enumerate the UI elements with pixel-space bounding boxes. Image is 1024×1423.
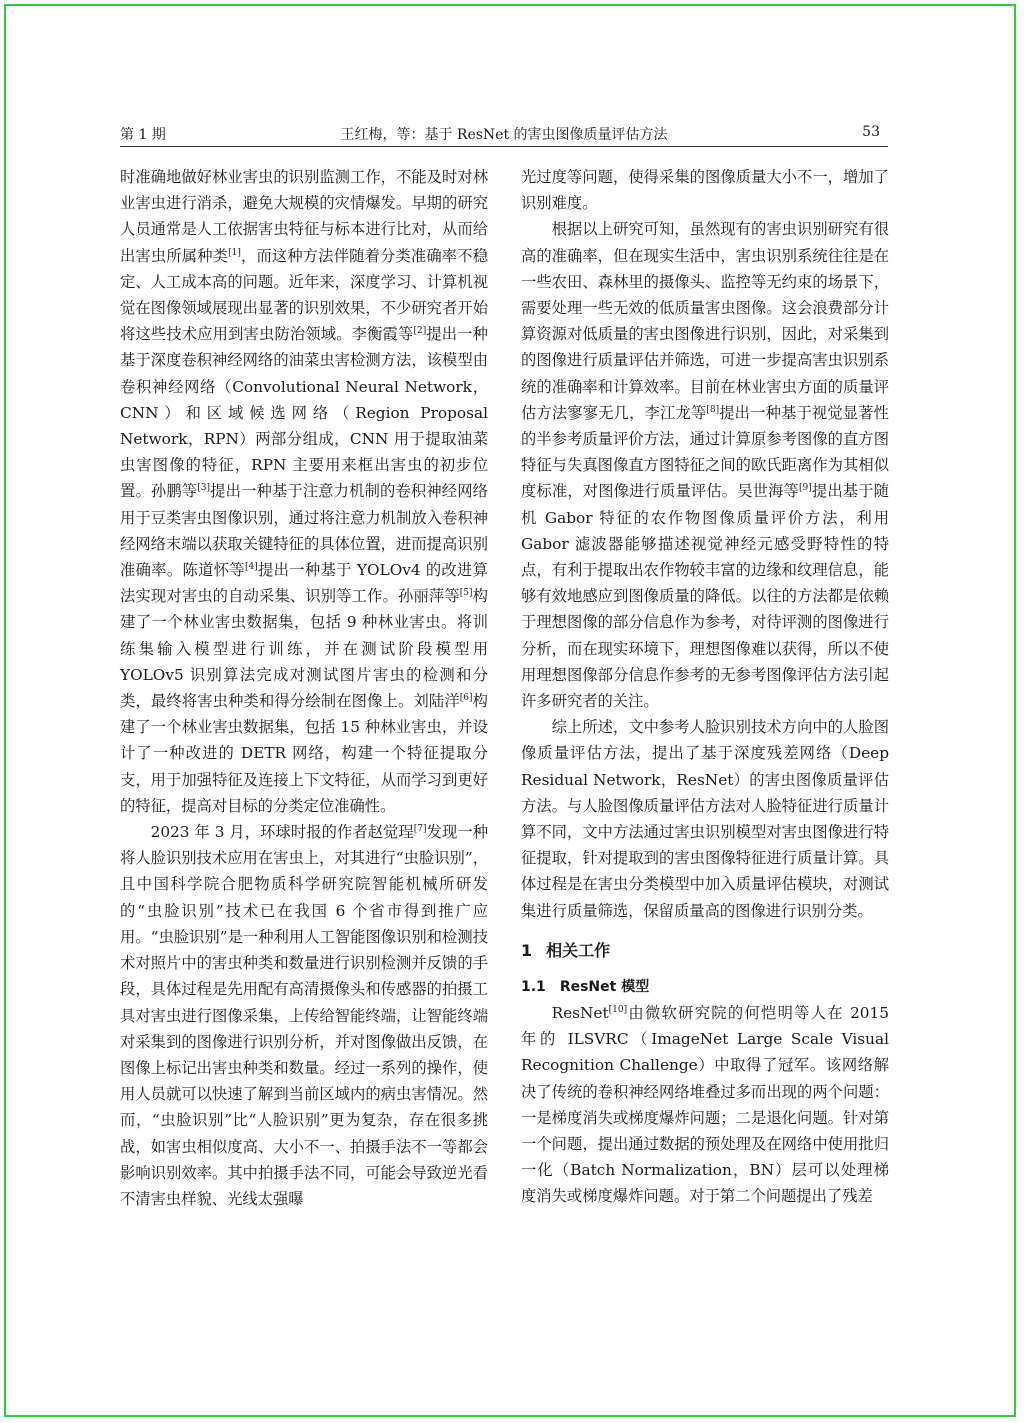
text-run: ，而这种方法伴随着分类准确率不稳定、人工成本高的问题。近年来，深度学习、计算机视觉在图像领域展现出显著的识别效果，不少研究者开始将这些技术应用到害虫防治领域。李衡霞等 — [120, 246, 488, 344]
citation: [8] — [706, 404, 720, 415]
text-run: 提出一种基于注意力机制的卷积神经网络用于豆类害虫图像识别，通过将注意力机制放入卷积神经网络末端以获取关键特征的具体位置，进而提高识别准确率。陈道怀等 — [120, 482, 488, 580]
text-run: 构建了一个林业害虫数据集，包括 15 种林业害虫，并设计了一种改进的 DETR 网络，构建一个特征提取分支，用于加强特征及连接上下文特征，从而学习到更好的特征，提高对目标的分类定位准确性。 — [120, 692, 488, 815]
running-header — [120, 124, 888, 147]
paragraph — [120, 164, 488, 819]
citation: [9] — [799, 483, 812, 494]
text-run: 时准确地做好林业害虫的识别监测工作，不能及时对林业害虫进行消杀，避免大规模的灾情爆发。早期的研究人员通常是人工依据害虫特征与标本进行比对，从而给出害虫所属种类 — [120, 168, 488, 265]
paragraph — [521, 1000, 889, 1210]
text-run: 提出基于随机 Gabor 特征的农作物图像质量评价方法，利用 Gabor 滤波器能够描述视觉神经元感受野特性的特点，有利于提取出农作物较丰富的边缘和纹理信息，能够有效地感应到图像质量的降低。以往的方法都是依赖于理想图像的部分信息作为参考，对待评测的图像进行分析，而在现实环境下，理想图像难以获得，所以不使用理想图像部分信息作参考的无参考图像评估方法引起许多研究者的关注。 — [521, 482, 889, 711]
citation: [5] — [459, 588, 473, 599]
citation: [7] — [413, 823, 427, 834]
text-run: 提出一种基于 YOLOv4 的改进算法实现对害虫的自动采集、识别等工作。孙丽萍等 — [120, 561, 488, 606]
section-heading — [521, 938, 889, 964]
citation: [4] — [244, 561, 258, 572]
running-title: 王红梅，等：基于 ResNet 的害虫图像质量评估方法 — [340, 127, 668, 143]
left-column — [120, 164, 488, 1212]
text-run: 发现一种将人脸识别技术应用在害虫上，对其进行“虫脸识别”，且中国科学院合肥物质科学研究院智能机械所研发的“虫脸识别”技术已在我国 6 个省市得到推广应用。“虫脸识别”是一种利用人工智能图像识别和检测技术对照片中的害虫种类和数量进行识别检测并反馈的手段，具体过程是先用配有高清摄像头和传感器的拍摄工具对害虫进行图像采集，上传给智能终端，让智能终端对采集到的图像进行识别分析，并对图像做出反馈，在图像上标记出害虫种类和数量。经过一系列的操作，使用人员就可以快速了解到当前区域内的病虫害情况。然而，“虫脸识别”比“人脸识别”更为复杂，存在很多挑战，如害虫相似度高、大小不一、拍摄手法不一等都会影响识别效率。其中拍摄手法不同，可能会导致逆光看不清害虫样貌、光线太强曝 — [120, 823, 488, 1208]
issue-label: 第 1 期 — [120, 127, 166, 143]
text-run: 由微软研究院的何恺明等人在 2015 年的 ILSVRC（ImageNet Large Scale Visual Recognition Challenge）中取得了冠军。该网络解决了传统的卷积神经网络堆叠过多而出现的两个问题：一是梯度消失或梯度爆炸问题；二是退化问题。针对第一个问题，提出通过数据的预处理及在网络中使用批归一化（Batch Normalization，BN）层可以处理梯度消失或梯度爆炸问题。对于第二个问题提出了残差 — [521, 1003, 889, 1206]
citation: [6] — [459, 692, 473, 703]
right-column — [521, 164, 889, 1210]
subsection-heading — [521, 974, 889, 1000]
citation: [2] — [413, 326, 427, 337]
citation: [10] — [608, 1004, 628, 1015]
paragraph: 综上所述，文中参考人脸识别技术方向中的人脸图像质量评估方法，提出了基于深度残差网络（Deep Residual Network，ResNet）的害虫图像质量评估方法。与人脸图像质量评估方法对人脸特征进行质量计算不同，文中方法通过害虫识别模型对害虫图像进行特征提取，针对提取到的害虫图像特征进行质量计算。具体过程是在害虫分类模型中加入质量评估模块，对测试集进行质量筛选，保留质量高的图像进行识别分类。 — [521, 718, 889, 920]
section-title: 相关工作 — [546, 940, 611, 960]
page-number: 53 — [862, 124, 880, 140]
text-run: 根据以上研究可知，虽然现有的害虫识别研究有很高的准确率，但在现实生活中，害虫识别系统往往是在一些农田、森林里的摄像头、监控等无约束的场景下，需要处理一些无效的低质量害虫图像。这会浪费部分计算资源对低质量的害虫图像进行识别，因此，对采集到的图像进行质量评估并筛选，可进一步提高害虫识别系统的准确率和计算效率。目前在林业害虫方面的质量评估方法寥寥无几，李江龙等 — [521, 220, 889, 422]
subsection-title: ResNet 模型 — [559, 978, 650, 995]
paragraph: 光过度等问题，使得采集的图像质量大小不一，增加了识别难度。 — [521, 168, 889, 213]
text-run: ResNet — [551, 1003, 609, 1022]
citation: [1] — [228, 247, 241, 258]
text-run: 提出一种基于深度卷积神经网络的油菜虫害检测方法，该模型由卷积神经网络（Convolutional Neural Network，CNN）和区域候选网络（Region Proposal Network，RPN）两部分组成，CNN 用于提取油菜虫害图像的特征，RPN 主要用来框出害虫的初步位置。孙鹏等 — [120, 325, 488, 501]
subsection-number: 1.1 — [521, 978, 546, 995]
paragraph — [120, 819, 488, 1212]
citation: [3] — [197, 483, 210, 494]
paragraph — [521, 216, 889, 714]
text-run: 提出一种基于视觉显著性的半参考质量评价方法，通过计算原参考图像的直方图特征与失真图像直方图特征之间的欧氏距离作为其相似度标准，对图像进行质量评估。吴世海等 — [521, 403, 889, 501]
text-run: 2023 年 3 月，环球时报的作者赵觉珵 — [150, 823, 414, 842]
section-number: 1 — [521, 940, 533, 960]
text-run: 构建了一个林业害虫数据集，包括 9 种林业害虫。将训练集输入模型进行训练，并在测试阶段模型用 YOLOv5 识别算法完成对测试图片害虫的检测和分类，最终将害虫种类和得分绘制在图像上。刘陆洋 — [120, 587, 488, 711]
